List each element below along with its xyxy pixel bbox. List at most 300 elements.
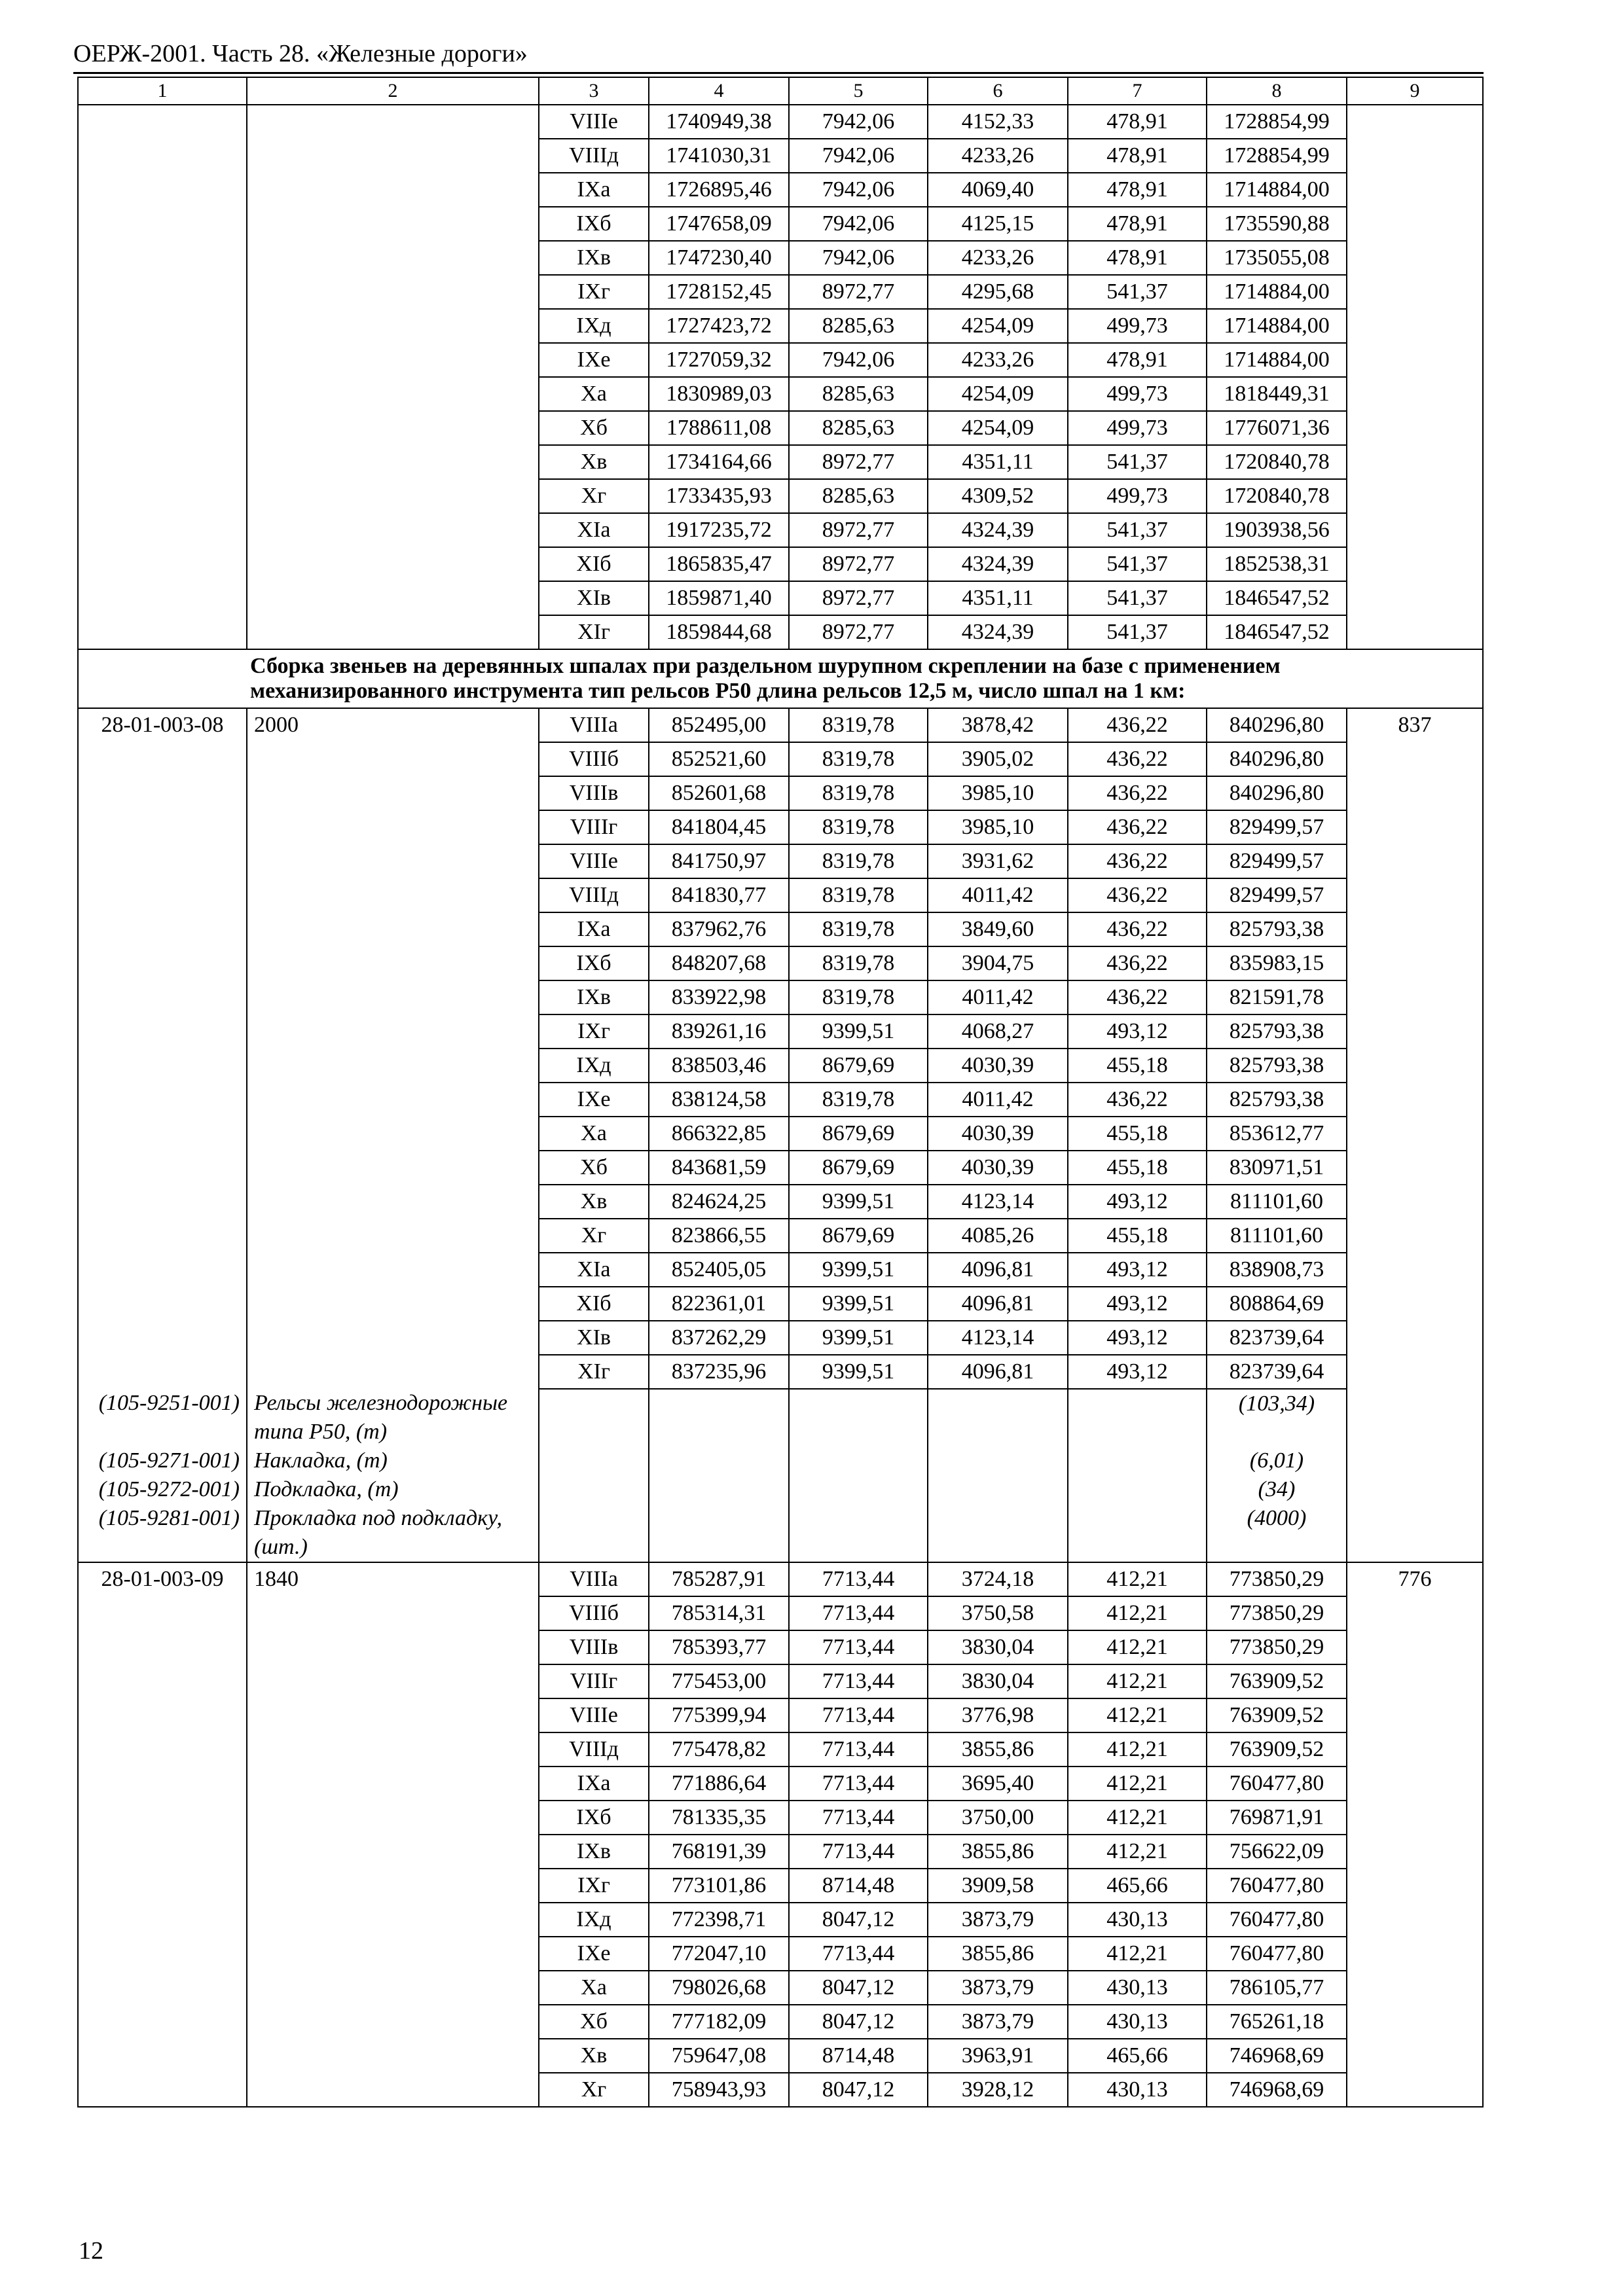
zone-cell: VIIIв [539,776,649,810]
resource-blank [928,1504,1068,1562]
machine-wages-cell: 493,12 [1068,1321,1207,1355]
direct-cost-cell: 824624,25 [649,1185,789,1219]
direct-cost-cell: 866322,85 [649,1117,789,1151]
machine-wages-cell: 493,12 [1068,1287,1207,1321]
machine-wages-cell: 412,21 [1068,1732,1207,1767]
header-rule [73,72,1484,74]
materials-cell: 808864,69 [1207,1287,1347,1321]
wages-cell: 8319,78 [789,810,928,844]
zone-cell: Xа [539,377,649,411]
direct-cost-cell: 833922,98 [649,980,789,1014]
zone-cell: IXе [539,1937,649,1971]
direct-cost-cell: 785393,77 [649,1630,789,1664]
zone-cell: VIIIе [539,1698,649,1732]
resource-blank [928,1389,1068,1446]
machine-wages-cell: 499,73 [1068,479,1207,513]
wages-cell: 7713,44 [789,1664,928,1698]
materials-cell: 746968,69 [1207,2039,1347,2073]
materials-cell: 1818449,31 [1207,377,1347,411]
zone-cell: IXе [539,343,649,377]
wages-cell: 8319,78 [789,742,928,776]
resource-blank [1347,1389,1483,1446]
direct-cost-cell: 852521,60 [649,742,789,776]
zone-cell: VIIIг [539,810,649,844]
item-code: 28-01-003-09 [78,1562,247,2107]
column-number-2: 2 [247,77,539,105]
direct-cost-cell: 768191,39 [649,1835,789,1869]
materials-cell: 1720840,78 [1207,445,1347,479]
machine-wages-cell: 430,13 [1068,1971,1207,2005]
materials-cell: 1846547,52 [1207,581,1347,615]
machines-cell: 4324,39 [928,615,1068,649]
machine-wages-cell: 478,91 [1068,241,1207,275]
machines-cell: 4030,39 [928,1049,1068,1083]
zone-cell: Xг [539,1219,649,1253]
materials-cell: 760477,80 [1207,1937,1347,1971]
materials-cell: 773850,29 [1207,1630,1347,1664]
resource-value: (6,01) [1207,1446,1347,1475]
resource-code: (105-9281-001) [78,1504,247,1562]
direct-cost-cell: 777182,09 [649,2005,789,2039]
wages-cell: 8679,69 [789,1151,928,1185]
machines-cell: 4351,11 [928,445,1068,479]
zone-cell: IXг [539,275,649,309]
wages-cell: 8047,12 [789,2005,928,2039]
materials-cell: 821591,78 [1207,980,1347,1014]
direct-cost-cell: 1859871,40 [649,581,789,615]
materials-cell: 1846547,52 [1207,615,1347,649]
machines-cell: 4254,09 [928,411,1068,445]
materials-cell: 1735590,88 [1207,207,1347,241]
column-number-3: 3 [539,77,649,105]
direct-cost-cell: 852495,00 [649,708,789,742]
wages-cell: 8319,78 [789,980,928,1014]
resource-blank [1347,1504,1483,1562]
wages-cell: 8319,78 [789,912,928,946]
materials-cell: 1776071,36 [1207,411,1347,445]
machines-cell: 4233,26 [928,139,1068,173]
materials-cell: 760477,80 [1207,1767,1347,1801]
direct-cost-cell: 1727059,32 [649,343,789,377]
direct-cost-cell: 1728152,45 [649,275,789,309]
machines-cell: 3830,04 [928,1664,1068,1698]
wages-cell: 7713,44 [789,1801,928,1835]
machines-cell: 4030,39 [928,1117,1068,1151]
machines-cell: 3724,18 [928,1562,1068,1596]
machine-wages-cell: 493,12 [1068,1355,1207,1389]
zone-cell: XIг [539,615,649,649]
direct-cost-cell: 1859844,68 [649,615,789,649]
wages-cell: 7942,06 [789,207,928,241]
machine-wages-cell: 465,66 [1068,1869,1207,1903]
direct-cost-cell: 773101,86 [649,1869,789,1903]
resource-name: Накладка, (т) [247,1446,539,1475]
wages-cell: 8972,77 [789,615,928,649]
zone-cell: IXб [539,207,649,241]
zone-cell: VIIIг [539,1664,649,1698]
zone-cell: Xг [539,2073,649,2107]
resource-name: Рельсы железнодорожные типа Р50, (т) [247,1389,539,1446]
machines-cell: 3878,42 [928,708,1068,742]
zone-cell: IXд [539,309,649,343]
materials-cell: 830971,51 [1207,1151,1347,1185]
zone-cell: VIIIд [539,878,649,912]
materials-cell: 1714884,00 [1207,275,1347,309]
direct-cost-cell: 839261,16 [649,1014,789,1049]
machine-wages-cell: 478,91 [1068,343,1207,377]
resource-name: Прокладка под подкладку, (шт.) [247,1504,539,1562]
direct-cost-cell: 1727423,72 [649,309,789,343]
zone-cell: IXв [539,241,649,275]
materials-cell: 823739,64 [1207,1321,1347,1355]
direct-cost-cell: 1830989,03 [649,377,789,411]
machine-wages-cell: 541,37 [1068,581,1207,615]
document-header: ОЕРЖ-2001. Часть 28. «Железные дороги» [73,40,528,67]
resource-blank [539,1504,649,1562]
machine-wages-cell: 436,22 [1068,742,1207,776]
direct-cost-cell: 1740949,38 [649,105,789,139]
machines-cell: 3985,10 [928,810,1068,844]
wages-cell: 8972,77 [789,275,928,309]
resource-value: (34) [1207,1475,1347,1504]
direct-cost-cell: 838124,58 [649,1083,789,1117]
resource-blank [1347,1475,1483,1504]
materials-cell: 1728854,99 [1207,105,1347,139]
materials-cell: 829499,57 [1207,844,1347,878]
materials-cell: 838908,73 [1207,1253,1347,1287]
zone-cell: Xб [539,1151,649,1185]
wages-cell: 9399,51 [789,1253,928,1287]
machine-wages-cell: 436,22 [1068,878,1207,912]
machines-cell: 4068,27 [928,1014,1068,1049]
machines-cell: 3909,58 [928,1869,1068,1903]
wages-cell: 7942,06 [789,105,928,139]
machines-cell: 3873,79 [928,2005,1068,2039]
zone-cell: VIIIа [539,708,649,742]
column-number-5: 5 [789,77,928,105]
resource-row [78,1446,1483,1475]
materials-cell: 825793,38 [1207,1049,1347,1083]
direct-cost-cell: 1865835,47 [649,547,789,581]
column-number-4: 4 [649,77,789,105]
wages-cell: 8285,63 [789,479,928,513]
direct-cost-cell: 1726895,46 [649,173,789,207]
zone-cell: Xа [539,1117,649,1151]
machines-cell: 3928,12 [928,2073,1068,2107]
machines-cell: 4254,09 [928,309,1068,343]
wages-cell: 9399,51 [789,1185,928,1219]
machine-wages-cell: 436,22 [1068,1083,1207,1117]
wages-cell: 9399,51 [789,1014,928,1049]
wages-cell: 8047,12 [789,1971,928,2005]
machine-wages-cell: 412,21 [1068,1664,1207,1698]
machine-wages-cell: 541,37 [1068,275,1207,309]
zone-cell: XIб [539,547,649,581]
direct-cost-cell: 1917235,72 [649,513,789,547]
machine-wages-cell: 478,91 [1068,139,1207,173]
resource-blank [789,1475,928,1504]
machine-wages-cell: 493,12 [1068,1014,1207,1049]
machine-wages-cell: 412,21 [1068,1937,1207,1971]
resource-row [78,1475,1483,1504]
resource-blank [928,1475,1068,1504]
materials-cell: 1735055,08 [1207,241,1347,275]
machine-wages-cell: 436,22 [1068,946,1207,980]
wages-cell: 7942,06 [789,173,928,207]
item-code: 28-01-003-08 [78,708,247,1389]
machines-cell: 4096,81 [928,1253,1068,1287]
machines-cell: 4254,09 [928,377,1068,411]
machine-wages-cell: 412,21 [1068,1835,1207,1869]
machines-cell: 3776,98 [928,1698,1068,1732]
direct-cost-cell: 1747230,40 [649,241,789,275]
section-title-row [78,649,1483,708]
zone-cell: IXб [539,946,649,980]
zone-cell: VIIIе [539,844,649,878]
wages-cell: 8679,69 [789,1117,928,1151]
machines-cell: 4011,42 [928,980,1068,1014]
materials-cell: 1720840,78 [1207,479,1347,513]
resource-value: (4000) [1207,1504,1347,1562]
zone-cell: IXа [539,912,649,946]
wages-cell: 8319,78 [789,878,928,912]
resource-blank [649,1475,789,1504]
column-number-row [78,77,1483,105]
machines-cell: 4324,39 [928,513,1068,547]
code-cell [78,105,247,649]
zone-cell: VIIIб [539,1596,649,1630]
machines-cell: 3873,79 [928,1903,1068,1937]
machines-cell: 4295,68 [928,275,1068,309]
machine-wages-cell: 436,22 [1068,776,1207,810]
zone-cell: XIв [539,1321,649,1355]
resource-blank [649,1446,789,1475]
wages-cell: 7713,44 [789,1698,928,1732]
wages-cell: 8319,78 [789,946,928,980]
machine-wages-cell: 436,22 [1068,708,1207,742]
materials-cell: 825793,38 [1207,912,1347,946]
resource-blank [1347,1446,1483,1475]
machines-cell: 3985,10 [928,776,1068,810]
resource-blank [539,1389,649,1446]
materials-cell: 746968,69 [1207,2073,1347,2107]
wages-cell: 7942,06 [789,343,928,377]
wages-cell: 8679,69 [789,1049,928,1083]
table-row [78,708,1483,742]
zone-cell: IXд [539,1049,649,1083]
direct-cost-cell: 841830,77 [649,878,789,912]
zone-cell: IXе [539,1083,649,1117]
direct-cost-cell: 772398,71 [649,1903,789,1937]
materials-cell: 773850,29 [1207,1596,1347,1630]
zone-cell: IXа [539,1767,649,1801]
materials-cell: 1714884,00 [1207,309,1347,343]
section-title [78,649,1483,708]
wages-cell: 9399,51 [789,1287,928,1321]
machines-cell: 3855,86 [928,1937,1068,1971]
wages-cell: 8319,78 [789,776,928,810]
estimate-table [77,77,1484,2108]
direct-cost-cell: 1733435,93 [649,479,789,513]
column-number-6: 6 [928,77,1068,105]
direct-cost-cell: 798026,68 [649,1971,789,2005]
direct-cost-cell: 837235,96 [649,1355,789,1389]
materials-cell: 1714884,00 [1207,173,1347,207]
machine-wages-cell: 412,21 [1068,1698,1207,1732]
machines-cell: 3873,79 [928,1971,1068,2005]
machines-cell: 3963,91 [928,2039,1068,2073]
wages-cell: 8714,48 [789,2039,928,2073]
materials-cell: 840296,80 [1207,708,1347,742]
machines-cell: 3855,86 [928,1732,1068,1767]
materials-cell: 1852538,31 [1207,547,1347,581]
machines-cell: 3904,75 [928,946,1068,980]
direct-cost-cell: 759647,08 [649,2039,789,2073]
resource-code: (105-9272-001) [78,1475,247,1504]
wages-cell: 8714,48 [789,1869,928,1903]
column-number-9: 9 [1347,77,1483,105]
resource-blank [928,1446,1068,1475]
machine-wages-cell: 541,37 [1068,445,1207,479]
machine-wages-cell: 478,91 [1068,173,1207,207]
wages-cell: 8319,78 [789,1083,928,1117]
machines-cell: 4123,14 [928,1321,1068,1355]
zone-cell: VIIIв [539,1630,649,1664]
table-row [78,1562,1483,1596]
machine-wages-cell: 436,22 [1068,980,1207,1014]
resource-blank [1068,1446,1207,1475]
direct-cost-cell: 785287,91 [649,1562,789,1596]
wages-cell: 8285,63 [789,309,928,343]
zone-cell: VIIIб [539,742,649,776]
wages-cell: 7942,06 [789,241,928,275]
materials-cell: 1728854,99 [1207,139,1347,173]
direct-cost-cell: 1788611,08 [649,411,789,445]
machines-cell: 3849,60 [928,912,1068,946]
wages-cell: 8972,77 [789,581,928,615]
direct-cost-cell: 1734164,66 [649,445,789,479]
zone-cell: XIа [539,1253,649,1287]
machine-wages-cell: 455,18 [1068,1049,1207,1083]
direct-cost-cell: 838503,46 [649,1049,789,1083]
zone-cell: IXг [539,1869,649,1903]
machines-cell: 3855,86 [928,1835,1068,1869]
zone-cell: XIа [539,513,649,547]
direct-cost-cell: 837262,29 [649,1321,789,1355]
zone-cell: IXв [539,1835,649,1869]
wages-cell: 8319,78 [789,708,928,742]
workers-cell [1347,105,1483,649]
machines-cell: 4233,26 [928,241,1068,275]
materials-cell: 1714884,00 [1207,343,1347,377]
direct-cost-cell: 775453,00 [649,1664,789,1698]
materials-cell: 835983,15 [1207,946,1347,980]
machines-cell: 3750,00 [928,1801,1068,1835]
materials-cell: 829499,57 [1207,810,1347,844]
machines-cell: 3750,58 [928,1596,1068,1630]
resource-blank [649,1504,789,1562]
machine-wages-cell: 436,22 [1068,912,1207,946]
direct-cost-cell: 772047,10 [649,1937,789,1971]
machines-cell: 4233,26 [928,343,1068,377]
machines-cell: 4085,26 [928,1219,1068,1253]
machine-wages-cell: 493,12 [1068,1253,1207,1287]
machine-wages-cell: 436,22 [1068,810,1207,844]
wages-cell: 7942,06 [789,139,928,173]
machines-cell: 3905,02 [928,742,1068,776]
materials-cell: 825793,38 [1207,1083,1347,1117]
wages-cell: 8285,63 [789,411,928,445]
resource-value: (103,34) [1207,1389,1347,1446]
direct-cost-cell: 785314,31 [649,1596,789,1630]
direct-cost-cell: 837962,76 [649,912,789,946]
table-row [78,105,1483,139]
materials-cell: 763909,52 [1207,1732,1347,1767]
wages-cell: 9399,51 [789,1321,928,1355]
resource-row [78,1389,1483,1446]
machines-cell: 4096,81 [928,1287,1068,1321]
zone-cell: Xв [539,445,649,479]
section-title-line-2: механизированного инструмента тип рельсов Р50 длина рельсов 12,5 м, число шпал на 1 км: [250,679,1186,703]
item-name: 2000 [247,708,539,1389]
zone-cell: XIг [539,1355,649,1389]
machine-wages-cell: 541,37 [1068,547,1207,581]
machine-wages-cell: 478,91 [1068,105,1207,139]
item-workers: 776 [1347,1562,1483,2107]
resource-blank [1068,1475,1207,1504]
materials-cell: 756622,09 [1207,1835,1347,1869]
machines-cell: 4069,40 [928,173,1068,207]
zone-cell: Xб [539,2005,649,2039]
machines-cell: 4324,39 [928,547,1068,581]
machine-wages-cell: 455,18 [1068,1151,1207,1185]
materials-cell: 760477,80 [1207,1869,1347,1903]
column-number-7: 7 [1068,77,1207,105]
machines-cell: 4309,52 [928,479,1068,513]
direct-cost-cell: 771886,64 [649,1767,789,1801]
materials-cell: 760477,80 [1207,1903,1347,1937]
wages-cell: 9399,51 [789,1355,928,1389]
zone-cell: IXб [539,1801,649,1835]
machine-wages-cell: 412,21 [1068,1801,1207,1835]
machine-wages-cell: 465,66 [1068,2039,1207,2073]
resource-blank [1068,1389,1207,1446]
materials-cell: 773850,29 [1207,1562,1347,1596]
materials-cell: 765261,18 [1207,2005,1347,2039]
machines-cell: 4123,14 [928,1185,1068,1219]
zone-cell: Xа [539,1971,649,2005]
zone-cell: Xб [539,411,649,445]
resource-code: (105-9251-001) [78,1389,247,1446]
direct-cost-cell: 841750,97 [649,844,789,878]
machine-wages-cell: 412,21 [1068,1562,1207,1596]
wages-cell: 8972,77 [789,513,928,547]
zone-cell: VIIIд [539,139,649,173]
materials-cell: 769871,91 [1207,1801,1347,1835]
item-workers: 837 [1347,708,1483,1389]
machines-cell: 3695,40 [928,1767,1068,1801]
materials-cell: 811101,60 [1207,1185,1347,1219]
materials-cell: 840296,80 [1207,776,1347,810]
resource-blank [649,1389,789,1446]
machine-wages-cell: 430,13 [1068,1903,1207,1937]
materials-cell: 763909,52 [1207,1664,1347,1698]
machine-wages-cell: 493,12 [1068,1185,1207,1219]
wages-cell: 7713,44 [789,1562,928,1596]
direct-cost-cell: 775399,94 [649,1698,789,1732]
column-number-1: 1 [78,77,247,105]
wages-cell: 7713,44 [789,1835,928,1869]
